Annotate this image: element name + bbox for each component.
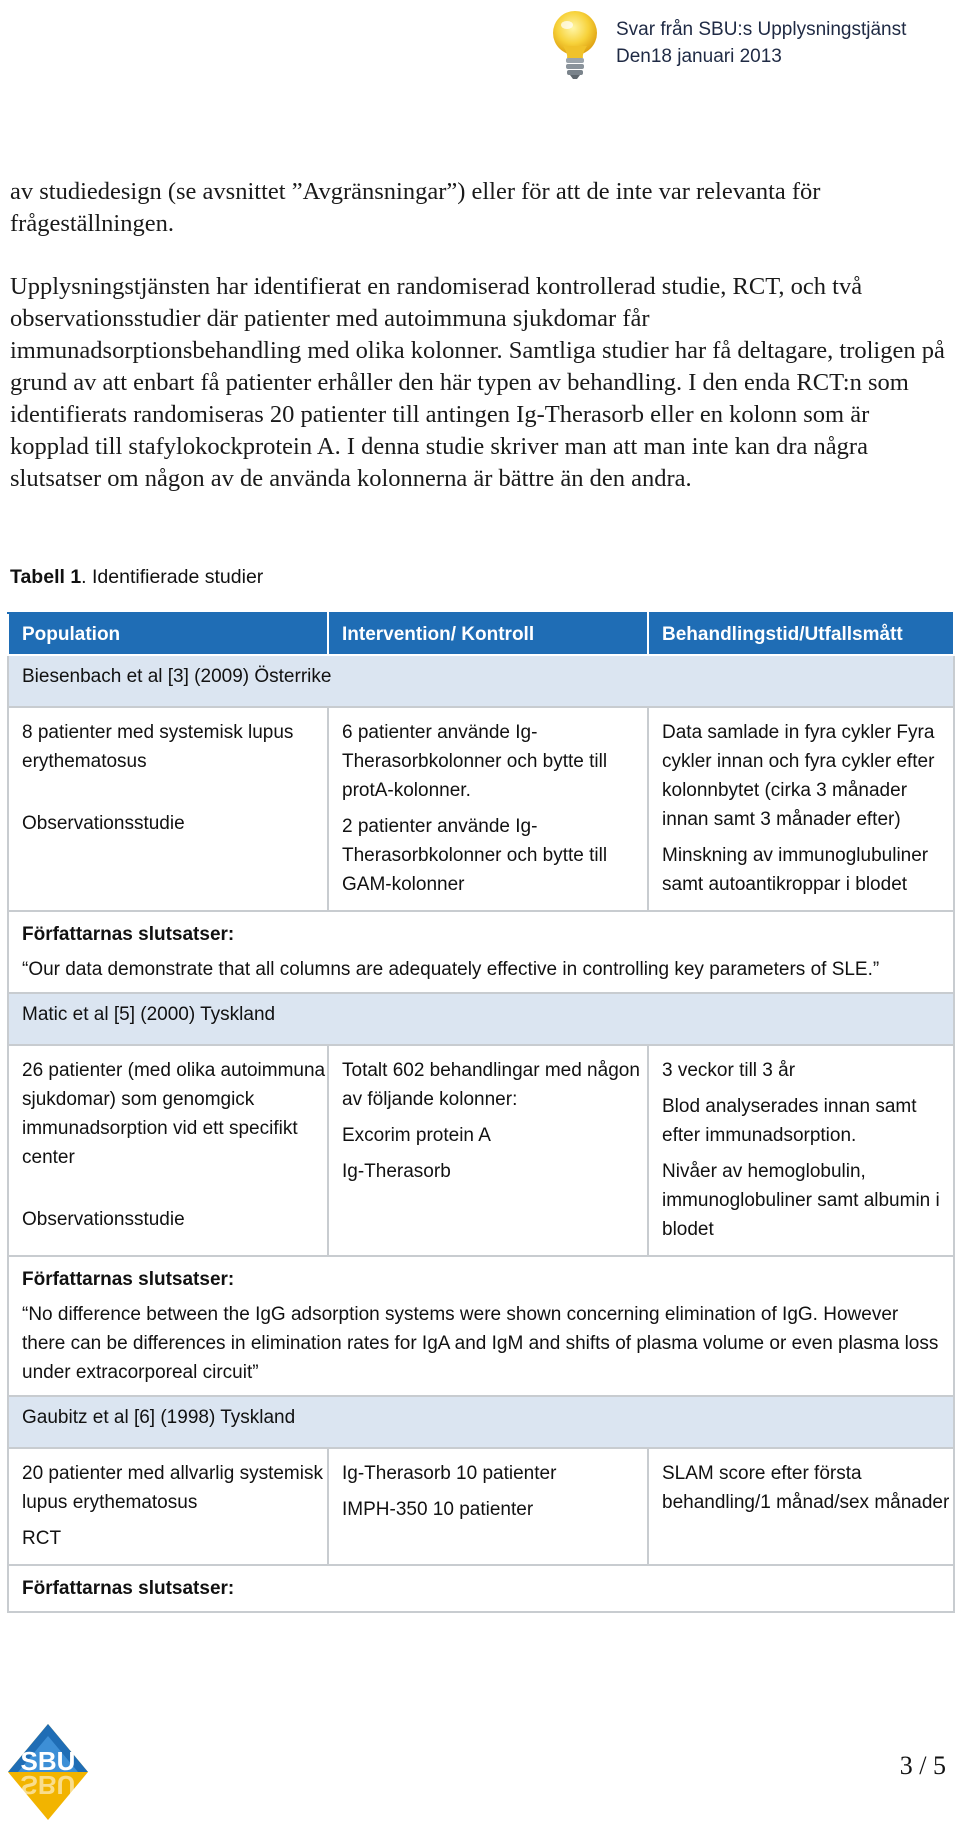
outcome-text: Data samlade in fyra cykler Fyra cykler innan och fyra cykler efter kolonnbytet (cirka 3 månader innan samt 3 månader efter)	[662, 722, 935, 830]
intervention-text: 2 patienter använde Ig-Therasorbkolonner och bytte till GAM-kolonner	[342, 816, 608, 895]
study-title-row	[8, 1396, 954, 1448]
outcome-text: SLAM score efter första behandling/1 månad/sex månader	[662, 1463, 950, 1513]
column-header-outcome: Behandlingstid/Utfallsmått	[648, 613, 954, 655]
intervention-cell	[328, 1448, 648, 1565]
study-title: Matic et al [5] (2000) Tyskland	[8, 993, 954, 1045]
intervention-text: Excorim protein A	[342, 1125, 491, 1146]
paragraph-intro: av studiedesign (se avsnittet ”Avgränsningar”) eller för att de inte var relevanta för frågeställningen.	[10, 178, 821, 237]
study-title-row	[8, 993, 954, 1045]
outcome-text: 3 veckor till 3 år	[662, 1060, 796, 1081]
study-title: Biesenbach et al [3] (2009) Österrike	[8, 655, 954, 707]
conclusion-cell	[8, 1565, 954, 1612]
outcome-text: Minskning av immunoglubuliner samt autoantikroppar i blodet	[662, 845, 929, 895]
study-conclusion-row	[8, 1565, 954, 1612]
study-design: Observationsstudie	[22, 1209, 185, 1230]
population-cell	[8, 1045, 328, 1256]
conclusion-label: Författarnas slutsatser:	[22, 1578, 235, 1599]
study-data-row	[8, 707, 954, 911]
studies-table	[7, 612, 955, 1613]
study-conclusion-row	[8, 911, 954, 993]
intervention-text: Ig-Therasorb	[342, 1161, 451, 1182]
outcome-cell	[648, 1045, 954, 1256]
header-date: Den18 januari 2013	[616, 46, 782, 67]
population-cell	[8, 707, 328, 911]
header-title: Svar från SBU:s Upplysningstjänst	[616, 19, 907, 40]
study-design: RCT	[22, 1528, 62, 1549]
outcome-cell	[648, 707, 954, 911]
intervention-text: 6 patienter använde Ig-Therasorbkolonner och bytte till protA-kolonner.	[342, 722, 608, 801]
study-title-row	[8, 655, 954, 707]
conclusion-text: “No difference between the IgG adsorption systems were shown concerning elimination of IgG. However there can be differences in elimination rates for IgA and IgM and shifts of plasma volume or even plasma loss under extracorporeal circuit”	[22, 1304, 939, 1383]
table-header-row	[8, 613, 954, 655]
population-text: 8 patienter med systemisk lupus erythematosus	[22, 722, 294, 772]
intervention-cell	[328, 707, 648, 911]
intervention-text: IMPH-350 10 patienter	[342, 1499, 534, 1520]
table-caption	[10, 566, 263, 589]
intervention-text: Ig-Therasorb 10 patienter	[342, 1463, 557, 1484]
study-data-row	[8, 1045, 954, 1256]
page-number: 3 / 5	[899, 1751, 946, 1780]
table-caption-label: Tabell 1	[10, 566, 82, 588]
page-header	[546, 8, 946, 78]
study-data-row	[8, 1448, 954, 1565]
intervention-text: Totalt 602 behandlingar med någon av följande kolonner:	[342, 1060, 640, 1110]
outcome-text: Nivåer av hemoglobulin, immunoglobuliner samt albumin i blodet	[662, 1161, 940, 1240]
column-header-population: Population	[8, 613, 328, 655]
lightbulb-icon	[546, 8, 604, 80]
conclusion-cell	[8, 911, 954, 993]
conclusion-cell	[8, 1256, 954, 1396]
conclusion-label: Författarnas slutsatser:	[22, 924, 235, 945]
paragraph-summary: Upplysningstjänsten har identifierat en randomiserad kontrollerad studie, RCT, och två observationsstudier där patienter med autoimmuna sjukdomar får immunadsorptionsbehandling med olika kolonner. Samtliga studier har få deltagare, troligen på grund av att enbart få patienter erhåller den här typen av behandling. I den enda RCT:n som identifierats randomiseras 20 patienter till antingen Ig-Therasorb eller en kolonn som är kopplad till stafylokockprotein A. I denna studie skriver man att man inte kan dra några slutsatser om någon av de använda kolonnerna är bättre än den andra.	[10, 273, 945, 492]
outcome-text: Blod analyserades innan samt efter immunadsorption.	[662, 1096, 917, 1146]
study-conclusion-row	[8, 1256, 954, 1396]
study-title: Gaubitz et al [6] (1998) Tyskland	[8, 1396, 954, 1448]
table-caption-text: . Identifierade studier	[81, 566, 264, 588]
population-text: 20 patienter med allvarlig systemisk lupus erythematosus	[22, 1463, 323, 1513]
column-header-intervention: Intervention/ Kontroll	[328, 613, 648, 655]
population-text: 26 patienter (med olika autoimmuna sjukdomar) som genomgick immunadsorption vid ett specifikt center	[22, 1060, 326, 1168]
conclusion-text: “Our data demonstrate that all columns are adequately effective in controlling key parameters of SLE.”	[22, 959, 880, 980]
conclusion-label: Författarnas slutsatser:	[22, 1269, 235, 1290]
sbu-logo	[6, 1722, 90, 1822]
study-design: Observationsstudie	[22, 813, 185, 834]
population-cell	[8, 1448, 328, 1565]
outcome-cell	[648, 1448, 954, 1565]
sbu-logo-text: SBU	[20, 1746, 76, 1776]
intervention-cell	[328, 1045, 648, 1256]
svg-text:SBU: SBU	[20, 1770, 76, 1800]
